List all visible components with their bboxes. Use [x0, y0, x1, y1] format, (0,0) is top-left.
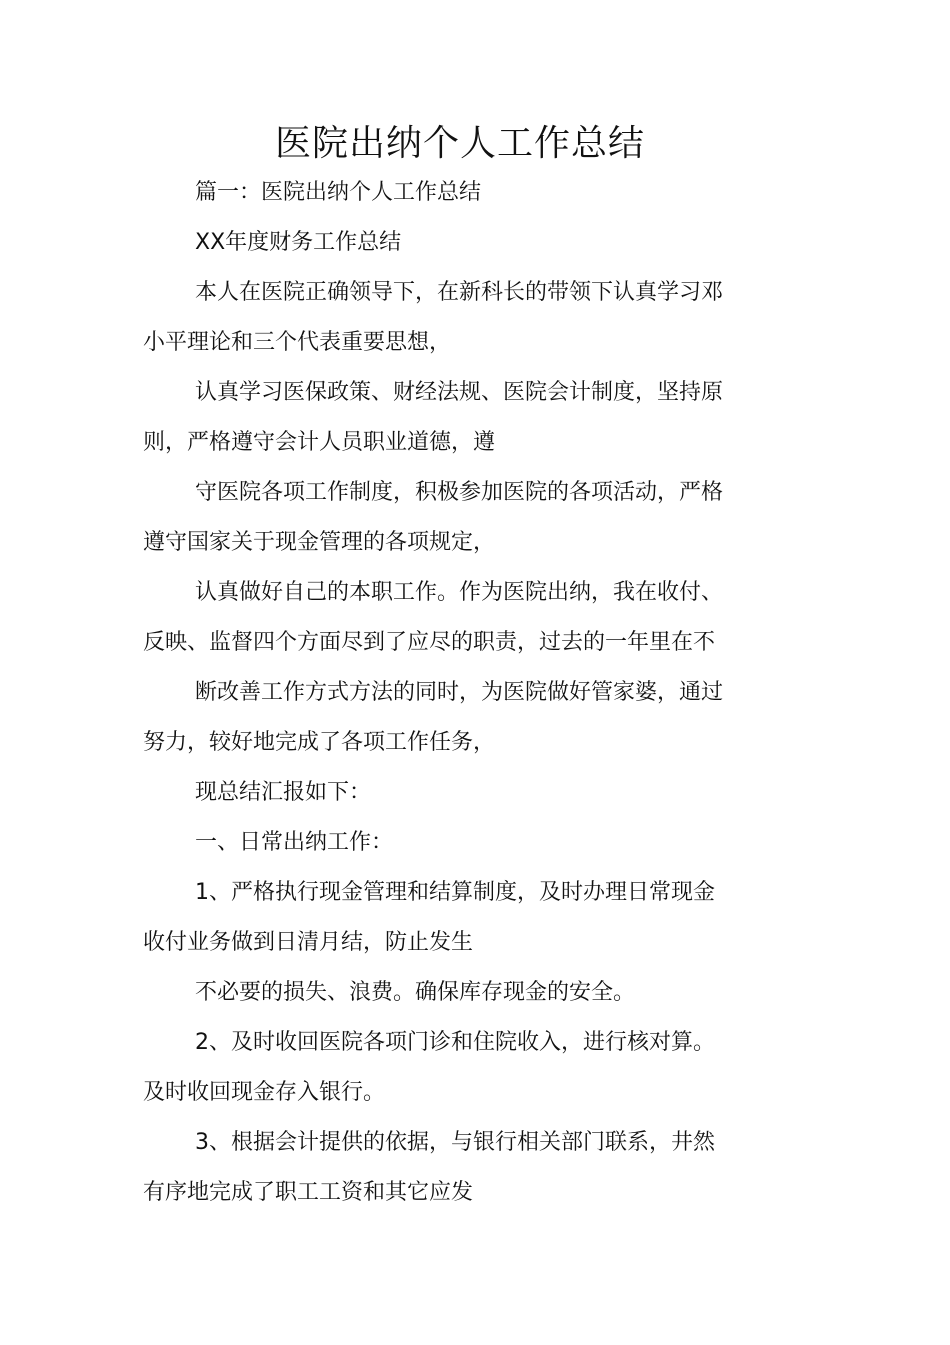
paragraph-line: 有序地完成了职工工资和其它应发: [143, 1180, 474, 1205]
paragraph-line: 本人在医院正确领导下，在新科长的带领下认真学习邓: [195, 280, 724, 305]
paragraph-line: 收付业务做到日清月结，防止发生: [143, 930, 474, 955]
paragraph-line: 1、严格执行现金管理和结算制度，及时办理日常现金: [195, 880, 715, 905]
paragraph-line: 努力，较好地完成了各项工作任务，: [143, 730, 496, 755]
paragraph-line: XX年度财务工作总结: [195, 230, 402, 255]
paragraph-line: 反映、监督四个方面尽到了应尽的职责，过去的一年里在不: [143, 630, 716, 655]
section-heading: 一、日常出纳工作：: [195, 830, 394, 855]
paragraph-line: 篇一：医院出纳个人工作总结: [195, 180, 482, 205]
paragraph-line: 遵守国家关于现金管理的各项规定，: [143, 530, 496, 555]
paragraph-line: 2、及时收回医院各项门诊和住院收入，进行核对算。: [195, 1030, 715, 1055]
paragraph-line: 不必要的损失、浪费。确保库存现金的安全。: [195, 980, 636, 1005]
paragraph-line: 则，严格遵守会计人员职业道德，遵: [143, 430, 496, 455]
paragraph-line: 3、根据会计提供的依据，与银行相关部门联系，井然: [195, 1130, 715, 1155]
paragraph-line: 断改善工作方式方法的同时，为医院做好管家婆，通过: [195, 680, 724, 705]
paragraph-line: 及时收回现金存入银行。: [143, 1080, 386, 1105]
paragraph-line: 守医院各项工作制度，积极参加医院的各项活动，严格: [195, 480, 724, 505]
paragraph-line: 小平理论和三个代表重要思想，: [143, 330, 452, 355]
paragraph-line: 认真做好自己的本职工作。作为医院出纳，我在收付、: [195, 580, 724, 605]
document-title: 医院出纳个人工作总结: [274, 123, 645, 164]
paragraph-line: 认真学习医保政策、财经法规、医院会计制度，坚持原: [195, 380, 724, 405]
paragraph-line: 现总结汇报如下：: [195, 780, 372, 805]
